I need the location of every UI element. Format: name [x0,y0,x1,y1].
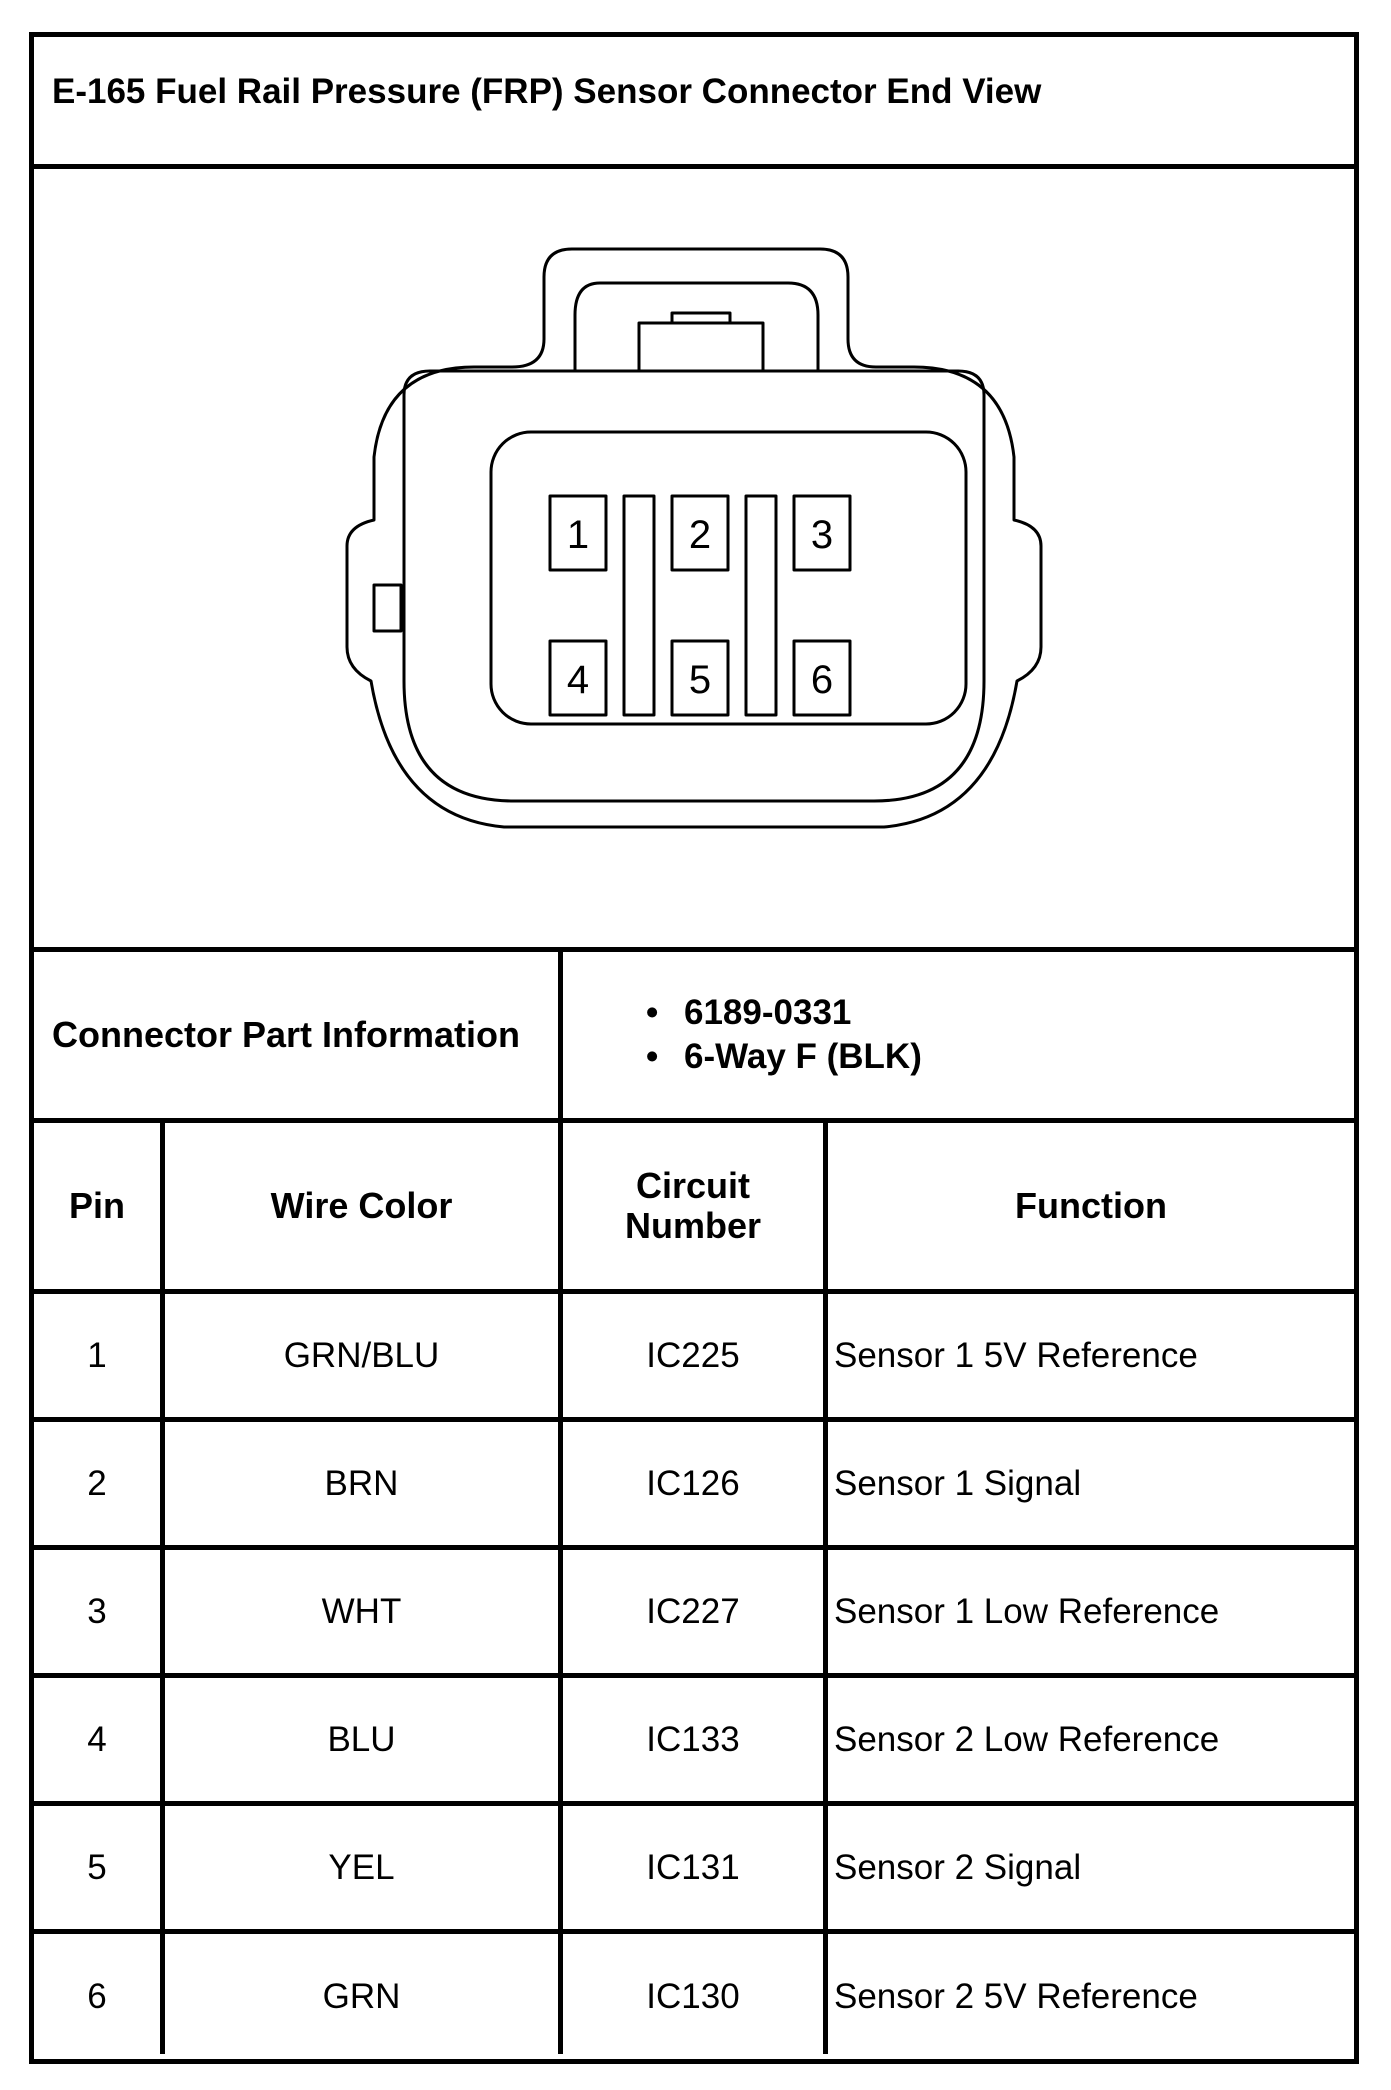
part-number: • 6189-0331 [646,991,922,1035]
separator-rib-2 [746,496,776,715]
cell-wire-color: WHT [321,1591,402,1631]
part-info-list [646,991,922,1079]
connector-description: • 6-Way F (BLK) [646,1035,922,1079]
header-wire-color-cell [165,1123,558,1289]
pin-label-1: 1 [566,513,590,557]
cell-pin: 3 [87,1591,107,1631]
cell-pin: 4 [87,1719,107,1759]
cell-function: Sensor 2 Low Reference [834,1719,1220,1759]
cell-wire-color: GRN [322,1976,401,2016]
cell-wire-color: BLU [327,1719,396,1759]
cell-circuit: IC227 [646,1591,740,1631]
cell-function: Sensor 2 Signal [834,1847,1082,1887]
part-info-label-cell [52,952,552,1118]
latch-frame [575,283,818,371]
cell-wire-color: GRN/BLU [283,1335,440,1375]
pin-label-2: 2 [688,513,712,557]
header-circuit-line2: Number [624,1205,762,1246]
cell-pin: 6 [87,1976,107,2016]
cell-circuit: IC225 [646,1335,740,1375]
separator-rib-1 [624,496,654,715]
cell-wire-color: YEL [328,1847,395,1887]
cell-circuit: IC133 [646,1719,740,1759]
cell-circuit: IC126 [646,1463,740,1503]
cell-function: Sensor 1 Low Reference [834,1591,1220,1631]
latch-button-tab [672,313,730,323]
cell-function: Sensor 1 Signal [834,1463,1082,1503]
pin-label-3: 3 [810,513,834,557]
pin-label-5: 5 [688,658,712,702]
header-pin: Pin [68,1185,125,1226]
cell-function: Sensor 2 5V Reference [834,1976,1198,2016]
header-function-cell [828,1123,1354,1289]
cell-pin: 1 [87,1335,107,1375]
pin-label-6: 6 [810,658,834,702]
pin-label-4: 4 [566,658,590,702]
cell-pin: 2 [87,1463,107,1503]
cell-circuit: IC130 [646,1976,740,2016]
side-key [374,585,401,631]
header-circuit-number-cell [563,1123,823,1289]
part-info-values-cell [646,952,1346,1118]
cell-pin: 5 [87,1847,107,1887]
header-wire-color: Wire Color [270,1185,453,1226]
cell-circuit: IC131 [646,1847,740,1887]
latch-button [639,323,763,371]
header-function: Function [1015,1185,1167,1226]
cell-wire-color: BRN [324,1463,399,1503]
page-title: E-165 Fuel Rail Pressure (FRP) Sensor Connector End View [52,72,1042,111]
part-info-label: Connector Part Information [52,1014,521,1055]
header-circuit-line1: Circuit [635,1165,750,1206]
connector-document [29,32,1359,2064]
header-pin-cell [34,1123,160,1289]
cell-function: Sensor 1 5V Reference [834,1335,1198,1375]
